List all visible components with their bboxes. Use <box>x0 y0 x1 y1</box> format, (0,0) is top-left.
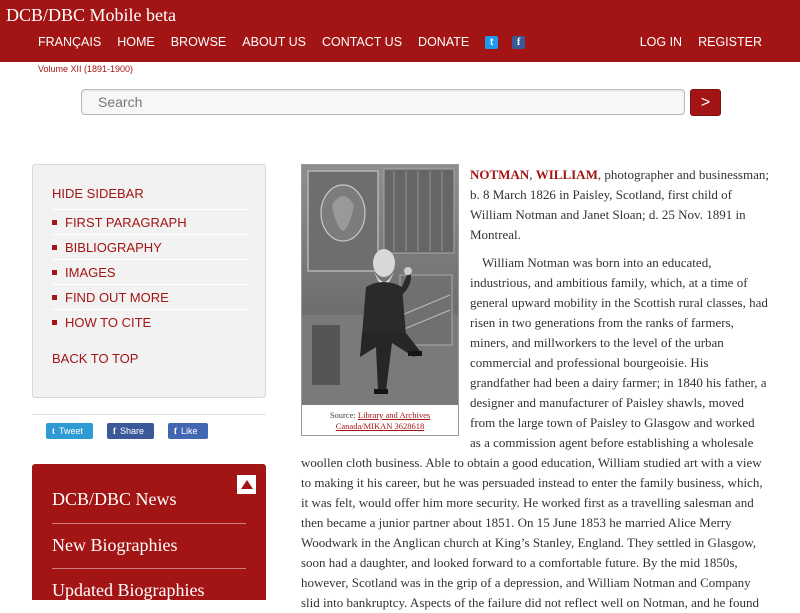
search-box <box>81 89 685 115</box>
news-link[interactable]: DCB/DBC News <box>52 489 177 509</box>
caption-source-link[interactable]: Library and Archives <box>357 410 431 420</box>
article-line: Woodwark in the Anglican church at King’s Stanley, England. They settled in Glasgow, <box>301 535 757 550</box>
article-line: Montreal. <box>470 227 521 242</box>
triangle-up-icon <box>241 480 253 489</box>
article-line: woollen cloth business. Able to obtain a good education, William studied art with a view <box>301 455 762 470</box>
account-nav <box>624 35 762 49</box>
sidebar-item-label: FIRST PARAGRAPH <box>65 214 187 230</box>
login-link[interactable]: LOG IN <box>639 35 683 49</box>
volume-label[interactable]: Volume XII (1891-1900) <box>38 64 134 74</box>
article-line: industrious, and ambitious family, which, at a time of <box>470 275 748 290</box>
square-bullet-icon <box>52 245 57 250</box>
name-separator: , <box>529 167 536 182</box>
like-icon: f <box>174 426 177 436</box>
article-line: it was felt, would offer him more security. He worked first as a travelling salesman and <box>301 495 754 510</box>
article-line: William Notman and Janet Sloan; d. 25 Nov. 1891 in <box>470 207 746 222</box>
portrait-photo[interactable] <box>302 165 458 405</box>
square-bullet-icon <box>52 320 57 325</box>
nav-browse[interactable]: BROWSE <box>170 35 227 49</box>
sidebar-list <box>52 209 248 334</box>
sidebar-item-label: HOW TO CITE <box>65 314 152 330</box>
article-line: grandfather had been a dairy farmer; in 1840 his father, a <box>470 375 767 390</box>
article-line: slid into bankruptcy. Aspects of the failure did not reflect well on Notman, and he found <box>301 595 760 610</box>
twitter-icon[interactable]: t <box>485 36 498 49</box>
square-bullet-icon <box>52 270 57 275</box>
portrait-figure <box>301 164 459 436</box>
article-line: general upward mobility in the Scottish rural classes, had <box>470 295 768 310</box>
twitter-icon: t <box>52 426 55 436</box>
article-line: William Notman was born into an educated, <box>482 255 712 270</box>
article-line: however, Scotland was in the grip of a depression, and William Notman and Company <box>301 575 751 590</box>
article-line: soon had a daughter, and looked forward to a comfortable future. By the mid 1850s, <box>301 555 738 570</box>
news-panel <box>32 464 266 600</box>
back-to-top-link[interactable]: BACK TO TOP <box>52 351 139 366</box>
facebook-icon[interactable]: f <box>512 36 525 49</box>
article-line-text: , photographer and businessman; <box>597 167 769 182</box>
nav-contact-us[interactable]: CONTACT US <box>321 35 403 49</box>
square-bullet-icon <box>52 295 57 300</box>
updated-biographies-link[interactable]: Updated Biographies <box>52 580 205 600</box>
search-button[interactable]: > <box>690 89 721 116</box>
main-nav <box>38 35 539 49</box>
article-line: then became a junior partner about 1851. On 15 June 1853 he married Alice Merry <box>301 515 732 530</box>
sidebar-item-bibliography[interactable] <box>52 234 248 259</box>
article-line: miners, and millworkers to the level of the urban <box>470 335 724 350</box>
nav-francais[interactable]: FRANÇAIS <box>38 35 102 49</box>
article-line <box>470 165 769 185</box>
site-title[interactable]: DCB/DBC Mobile beta <box>6 5 176 25</box>
article-line: commercial and professional bourgeoisie. His <box>470 355 709 370</box>
caption-mikan-link[interactable]: Canada/MIKAN 3628618 <box>335 421 425 431</box>
figure-caption <box>302 410 458 432</box>
tweet-label: Tweet <box>59 426 84 436</box>
like-label: Like <box>181 426 198 436</box>
square-bullet-icon <box>52 220 57 225</box>
facebook-share-button[interactable] <box>107 423 154 439</box>
subject-surname: NOTMAN <box>470 167 530 182</box>
top-bar <box>0 0 800 62</box>
article-line: as a commission agent before establishing a wholesale <box>470 435 754 450</box>
nav-home[interactable]: HOME <box>117 35 155 49</box>
hide-sidebar-link[interactable]: HIDE SIDEBAR <box>52 186 144 201</box>
tweet-button[interactable] <box>46 423 93 439</box>
search-input[interactable] <box>82 90 684 114</box>
nav-donate[interactable]: DONATE <box>418 35 470 49</box>
register-link[interactable]: REGISTER <box>698 35 762 49</box>
subject-given-name: WILLIAM <box>535 167 598 182</box>
sidebar-item-images[interactable] <box>52 259 248 284</box>
sidebar-item-label: FIND OUT MORE <box>65 289 169 305</box>
article-line: to making it his career, but he was persuaded instead to enter the family business, which, <box>301 475 763 490</box>
sidebar <box>32 164 266 398</box>
sidebar-item-first-paragraph[interactable] <box>52 209 248 234</box>
sidebar-item-find-out-more[interactable] <box>52 284 248 309</box>
sidebar-item-label: BIBLIOGRAPHY <box>65 239 162 255</box>
article-line: risen in two generations from the ranks of farmers, <box>470 315 734 330</box>
news-divider <box>52 523 246 524</box>
caption-prefix: Source: <box>329 410 358 420</box>
share-row <box>32 414 266 439</box>
facebook-like-button[interactable] <box>168 423 208 439</box>
sidebar-item-how-to-cite[interactable] <box>52 309 248 334</box>
article-line: from the large town of Paisley to Glasgow and worked <box>470 415 755 430</box>
news-divider <box>52 568 246 569</box>
sidebar-item-label: IMAGES <box>65 264 116 280</box>
new-biographies-link[interactable]: New Biographies <box>52 535 178 555</box>
share-label: Share <box>120 426 145 436</box>
facebook-icon: f <box>113 426 116 436</box>
article-line: b. 8 March 1826 in Paisley, Scotland, first child of <box>470 187 733 202</box>
article-line: designer and manufacturer of Paisley shawls, moved <box>470 395 745 410</box>
nav-about-us[interactable]: ABOUT US <box>242 35 306 49</box>
